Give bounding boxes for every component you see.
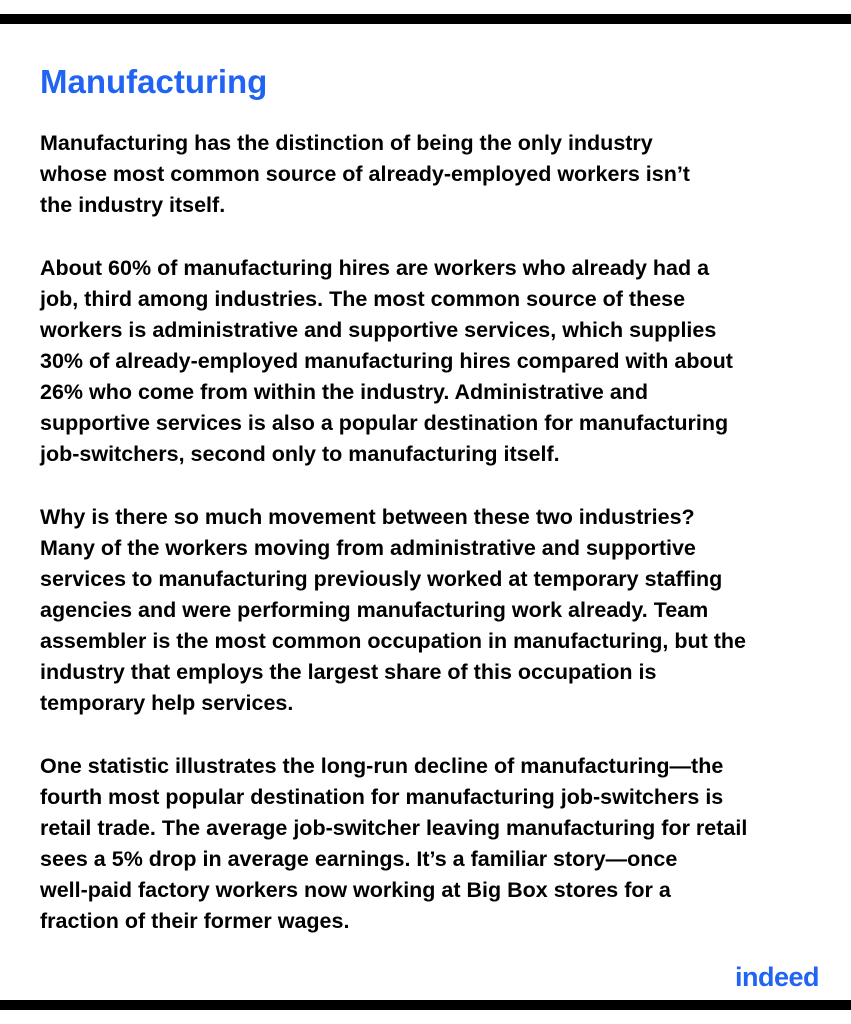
paragraph-line: job, third among industries. The most common source of these (40, 287, 686, 311)
paragraph-line: fraction of their former wages. (40, 909, 350, 933)
paragraph-1 (40, 128, 820, 221)
paragraph-4 (40, 751, 820, 937)
paragraph-line: Many of the workers moving from administrative and supportive (40, 536, 696, 560)
brand-name: indeed (735, 962, 820, 992)
paragraph-line: assembler is the most common occupation in manufacturing, but the (40, 629, 747, 653)
paragraph-line: 30% of already-employed manufacturing hires compared with about (40, 349, 733, 373)
bottom-border-bar (0, 1000, 851, 1010)
paragraph-line: Manufacturing has the distinction of being the only industry (40, 131, 653, 155)
paragraph-line: well-paid factory workers now working at Big Box stores for a (40, 878, 671, 902)
top-border-bar (0, 14, 851, 24)
paragraph-line: fourth most popular destination for manufacturing job-switchers is (40, 785, 724, 809)
article-body (40, 128, 820, 969)
paragraph-line: 26% who come from within the industry. Administrative and (40, 380, 649, 404)
paragraph-line: agencies and were performing manufacturing work already. Team (40, 598, 709, 622)
paragraph-line: temporary help services. (40, 691, 294, 715)
paragraph-line: Why is there so much movement between these two industries? (40, 505, 695, 529)
paragraph-2 (40, 253, 820, 470)
paragraph-line: job-switchers, second only to manufacturing itself. (40, 442, 560, 466)
paragraph-3 (40, 502, 820, 719)
paragraph-line: About 60% of manufacturing hires are workers who already had a (40, 256, 710, 280)
paragraph-line: workers is administrative and supportive services, which supplies (40, 318, 717, 342)
paragraph-line: supportive services is also a popular destination for manufacturing (40, 411, 729, 435)
paragraph-line: industry that employs the largest share of this occupation is (40, 660, 657, 684)
paragraph-line: One statistic illustrates the long-run decline of manufacturing—the (40, 754, 724, 778)
paragraph-line: retail trade. The average job-switcher leaving manufacturing for retail (40, 816, 748, 840)
page-title: Manufacturing (40, 63, 268, 100)
paragraph-line: whose most common source of already-employed workers isn’t (40, 162, 690, 186)
paragraph-line: services to manufacturing previously worked at temporary staffing (40, 567, 723, 591)
indeed-logo-icon (735, 952, 830, 992)
paragraph-line: the industry itself. (40, 193, 226, 217)
paragraph-line: sees a 5% drop in average earnings. It’s a familiar story—once (40, 847, 678, 871)
